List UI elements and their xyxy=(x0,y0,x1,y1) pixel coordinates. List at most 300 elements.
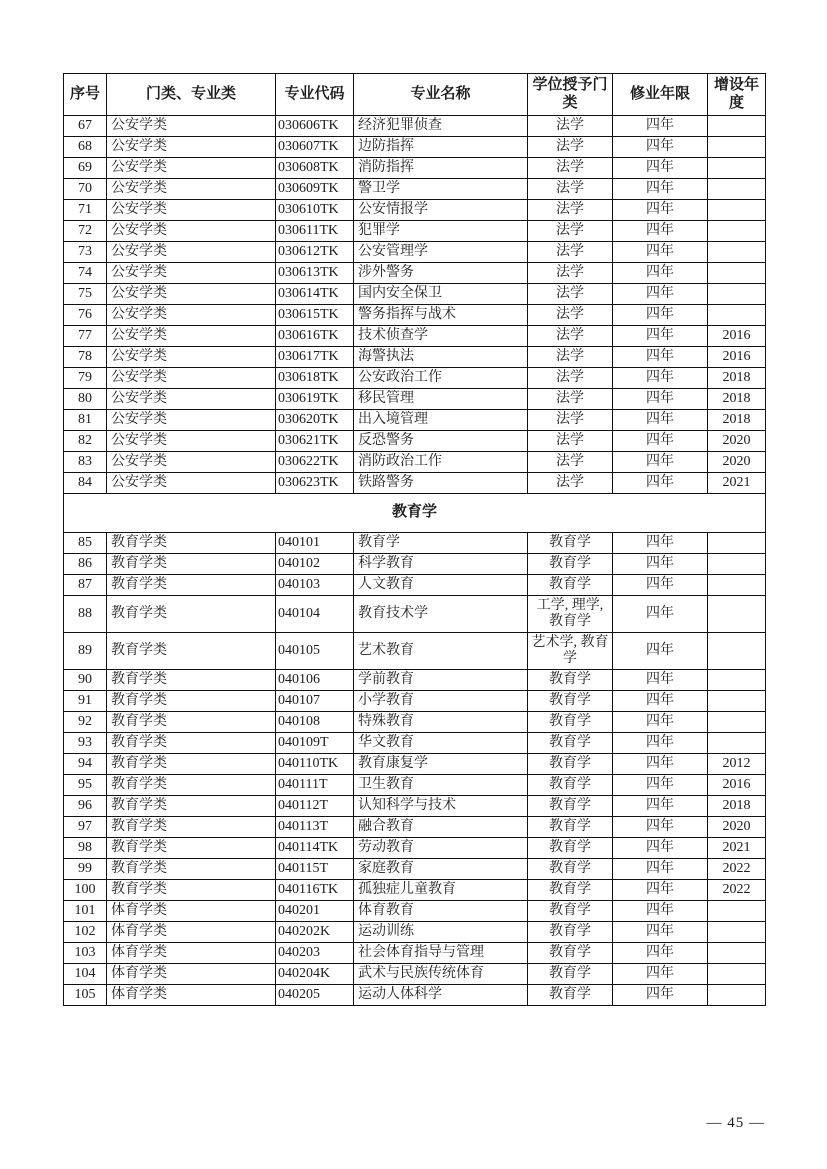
cell-category: 公安学类 xyxy=(107,221,276,242)
cell-degree: 教育学 xyxy=(528,670,613,691)
cell-added xyxy=(708,533,766,554)
cell-code: 030612TK xyxy=(276,242,354,263)
cell-degree: 法学 xyxy=(528,389,613,410)
cell-years: 四年 xyxy=(613,452,708,473)
page-number: — 45 — xyxy=(706,1115,765,1131)
cell-no: 69 xyxy=(64,158,107,179)
cell-category: 体育学类 xyxy=(107,901,276,922)
table-row xyxy=(64,533,766,554)
cell-degree: 法学 xyxy=(528,431,613,452)
cell-added xyxy=(708,596,766,633)
cell-category: 教育学类 xyxy=(107,817,276,838)
cell-code: 030613TK xyxy=(276,263,354,284)
column-header-added: 增设年度 xyxy=(708,74,766,116)
cell-code: 040202K xyxy=(276,922,354,943)
table-row xyxy=(64,775,766,796)
cell-added xyxy=(708,263,766,284)
cell-degree: 法学 xyxy=(528,368,613,389)
cell-category: 教育学类 xyxy=(107,596,276,633)
cell-name: 教育康复学 xyxy=(354,754,528,775)
cell-added: 2021 xyxy=(708,473,766,494)
table-row xyxy=(64,596,766,633)
cell-no: 101 xyxy=(64,901,107,922)
cell-name: 小学教育 xyxy=(354,691,528,712)
column-header-category: 门类、专业类 xyxy=(107,74,276,116)
cell-years: 四年 xyxy=(613,326,708,347)
table-row xyxy=(64,633,766,670)
cell-degree: 艺术学, 教育学 xyxy=(528,633,613,670)
column-header-no: 序号 xyxy=(64,74,107,116)
cell-name: 武术与民族传统体育 xyxy=(354,964,528,985)
cell-category: 体育学类 xyxy=(107,964,276,985)
cell-category: 教育学类 xyxy=(107,633,276,670)
cell-years: 四年 xyxy=(613,796,708,817)
cell-no: 90 xyxy=(64,670,107,691)
cell-added xyxy=(708,137,766,158)
cell-category: 教育学类 xyxy=(107,796,276,817)
cell-no: 67 xyxy=(64,116,107,137)
cell-code: 030609TK xyxy=(276,179,354,200)
cell-name: 运动训练 xyxy=(354,922,528,943)
cell-category: 公安学类 xyxy=(107,347,276,368)
cell-degree: 教育学 xyxy=(528,691,613,712)
cell-added xyxy=(708,922,766,943)
cell-category: 教育学类 xyxy=(107,712,276,733)
table-row xyxy=(64,712,766,733)
cell-degree: 法学 xyxy=(528,137,613,158)
cell-no: 68 xyxy=(64,137,107,158)
cell-degree: 法学 xyxy=(528,158,613,179)
cell-name: 家庭教育 xyxy=(354,859,528,880)
cell-no: 81 xyxy=(64,410,107,431)
cell-years: 四年 xyxy=(613,179,708,200)
cell-category: 公安学类 xyxy=(107,452,276,473)
cell-code: 040203 xyxy=(276,943,354,964)
cell-added xyxy=(708,964,766,985)
column-header-years: 修业年限 xyxy=(613,74,708,116)
cell-no: 92 xyxy=(64,712,107,733)
cell-years: 四年 xyxy=(613,473,708,494)
cell-category: 体育学类 xyxy=(107,943,276,964)
section-header-row xyxy=(64,494,766,533)
cell-code: 030608TK xyxy=(276,158,354,179)
cell-degree: 教育学 xyxy=(528,796,613,817)
cell-name: 认知科学与技术 xyxy=(354,796,528,817)
cell-added xyxy=(708,633,766,670)
cell-name: 体育教育 xyxy=(354,901,528,922)
table-row xyxy=(64,754,766,775)
cell-years: 四年 xyxy=(613,817,708,838)
cell-years: 四年 xyxy=(613,263,708,284)
cell-name: 经济犯罪侦查 xyxy=(354,116,528,137)
cell-name: 华文教育 xyxy=(354,733,528,754)
table-row xyxy=(64,901,766,922)
cell-years: 四年 xyxy=(613,901,708,922)
cell-added xyxy=(708,943,766,964)
cell-category: 体育学类 xyxy=(107,922,276,943)
cell-years: 四年 xyxy=(613,985,708,1006)
table-row xyxy=(64,200,766,221)
cell-years: 四年 xyxy=(613,575,708,596)
cell-name: 教育学 xyxy=(354,533,528,554)
cell-name: 移民管理 xyxy=(354,389,528,410)
cell-added: 2020 xyxy=(708,817,766,838)
cell-category: 公安学类 xyxy=(107,326,276,347)
table-row xyxy=(64,817,766,838)
cell-code: 040110TK xyxy=(276,754,354,775)
cell-no: 105 xyxy=(64,985,107,1006)
cell-code: 040107 xyxy=(276,691,354,712)
cell-code: 040101 xyxy=(276,533,354,554)
table-row xyxy=(64,116,766,137)
cell-code: 030621TK xyxy=(276,431,354,452)
header-row xyxy=(64,74,766,116)
cell-code: 040102 xyxy=(276,554,354,575)
table-row xyxy=(64,137,766,158)
table-row xyxy=(64,473,766,494)
table-row xyxy=(64,796,766,817)
cell-name: 教育技术学 xyxy=(354,596,528,633)
table-row xyxy=(64,985,766,1006)
cell-name: 公安政治工作 xyxy=(354,368,528,389)
cell-category: 公安学类 xyxy=(107,473,276,494)
cell-code: 030615TK xyxy=(276,305,354,326)
table-row xyxy=(64,691,766,712)
table-row xyxy=(64,389,766,410)
table-row xyxy=(64,158,766,179)
cell-added: 2016 xyxy=(708,326,766,347)
cell-category: 公安学类 xyxy=(107,200,276,221)
cell-added xyxy=(708,575,766,596)
cell-added: 2018 xyxy=(708,389,766,410)
cell-no: 91 xyxy=(64,691,107,712)
cell-degree: 法学 xyxy=(528,263,613,284)
cell-no: 104 xyxy=(64,964,107,985)
cell-added xyxy=(708,901,766,922)
cell-category: 公安学类 xyxy=(107,410,276,431)
cell-name: 公安管理学 xyxy=(354,242,528,263)
cell-added: 2012 xyxy=(708,754,766,775)
cell-added: 2016 xyxy=(708,347,766,368)
cell-years: 四年 xyxy=(613,116,708,137)
cell-name: 运动人体科学 xyxy=(354,985,528,1006)
cell-no: 80 xyxy=(64,389,107,410)
cell-years: 四年 xyxy=(613,242,708,263)
cell-years: 四年 xyxy=(613,284,708,305)
cell-years: 四年 xyxy=(613,368,708,389)
cell-no: 88 xyxy=(64,596,107,633)
cell-code: 040204K xyxy=(276,964,354,985)
table-row xyxy=(64,221,766,242)
cell-code: 030617TK xyxy=(276,347,354,368)
cell-category: 教育学类 xyxy=(107,859,276,880)
cell-no: 98 xyxy=(64,838,107,859)
cell-years: 四年 xyxy=(613,633,708,670)
cell-degree: 教育学 xyxy=(528,901,613,922)
cell-years: 四年 xyxy=(613,431,708,452)
cell-degree: 教育学 xyxy=(528,922,613,943)
cell-category: 教育学类 xyxy=(107,733,276,754)
table-row xyxy=(64,431,766,452)
cell-added: 2018 xyxy=(708,368,766,389)
cell-code: 030623TK xyxy=(276,473,354,494)
cell-name: 铁路警务 xyxy=(354,473,528,494)
cell-added xyxy=(708,284,766,305)
cell-no: 79 xyxy=(64,368,107,389)
cell-added xyxy=(708,733,766,754)
table-row xyxy=(64,880,766,901)
cell-years: 四年 xyxy=(613,200,708,221)
cell-degree: 法学 xyxy=(528,179,613,200)
cell-years: 四年 xyxy=(613,533,708,554)
table-row xyxy=(64,326,766,347)
table-row xyxy=(64,179,766,200)
cell-name: 人文教育 xyxy=(354,575,528,596)
table-row xyxy=(64,733,766,754)
cell-code: 040205 xyxy=(276,985,354,1006)
cell-category: 公安学类 xyxy=(107,389,276,410)
cell-degree: 法学 xyxy=(528,452,613,473)
table-row xyxy=(64,859,766,880)
table-row xyxy=(64,368,766,389)
cell-degree: 教育学 xyxy=(528,775,613,796)
cell-years: 四年 xyxy=(613,838,708,859)
cell-code: 040105 xyxy=(276,633,354,670)
cell-category: 公安学类 xyxy=(107,284,276,305)
cell-no: 78 xyxy=(64,347,107,368)
cell-degree: 法学 xyxy=(528,326,613,347)
cell-category: 教育学类 xyxy=(107,775,276,796)
cell-added: 2020 xyxy=(708,431,766,452)
cell-years: 四年 xyxy=(613,305,708,326)
cell-code: 030611TK xyxy=(276,221,354,242)
cell-years: 四年 xyxy=(613,596,708,633)
cell-name: 科学教育 xyxy=(354,554,528,575)
cell-code: 040114TK xyxy=(276,838,354,859)
cell-name: 融合教育 xyxy=(354,817,528,838)
cell-name: 边防指挥 xyxy=(354,137,528,158)
cell-code: 040108 xyxy=(276,712,354,733)
table-row xyxy=(64,943,766,964)
cell-name: 艺术教育 xyxy=(354,633,528,670)
cell-added: 2018 xyxy=(708,796,766,817)
cell-no: 76 xyxy=(64,305,107,326)
cell-years: 四年 xyxy=(613,712,708,733)
cell-category: 公安学类 xyxy=(107,305,276,326)
cell-degree: 教育学 xyxy=(528,859,613,880)
cell-degree: 教育学 xyxy=(528,554,613,575)
cell-name: 消防指挥 xyxy=(354,158,528,179)
cell-degree: 法学 xyxy=(528,242,613,263)
cell-code: 030614TK xyxy=(276,284,354,305)
cell-degree: 教育学 xyxy=(528,964,613,985)
cell-code: 040111T xyxy=(276,775,354,796)
cell-added: 2020 xyxy=(708,452,766,473)
cell-no: 99 xyxy=(64,859,107,880)
table-row xyxy=(64,554,766,575)
cell-category: 教育学类 xyxy=(107,575,276,596)
cell-name: 出入境管理 xyxy=(354,410,528,431)
cell-name: 警务指挥与战术 xyxy=(354,305,528,326)
cell-years: 四年 xyxy=(613,733,708,754)
cell-code: 040201 xyxy=(276,901,354,922)
cell-years: 四年 xyxy=(613,775,708,796)
cell-no: 95 xyxy=(64,775,107,796)
cell-code: 030619TK xyxy=(276,389,354,410)
cell-category: 公安学类 xyxy=(107,368,276,389)
cell-code: 030622TK xyxy=(276,452,354,473)
table-row xyxy=(64,263,766,284)
cell-degree: 教育学 xyxy=(528,880,613,901)
cell-no: 82 xyxy=(64,431,107,452)
cell-no: 71 xyxy=(64,200,107,221)
cell-degree: 教育学 xyxy=(528,533,613,554)
cell-years: 四年 xyxy=(613,158,708,179)
column-header-name: 专业名称 xyxy=(354,74,528,116)
cell-no: 74 xyxy=(64,263,107,284)
cell-category: 公安学类 xyxy=(107,431,276,452)
cell-name: 特殊教育 xyxy=(354,712,528,733)
cell-added xyxy=(708,670,766,691)
cell-degree: 法学 xyxy=(528,410,613,431)
cell-code: 030616TK xyxy=(276,326,354,347)
column-header-degree: 学位授予门类 xyxy=(528,74,613,116)
cell-code: 040109T xyxy=(276,733,354,754)
cell-no: 93 xyxy=(64,733,107,754)
cell-category: 教育学类 xyxy=(107,754,276,775)
cell-category: 教育学类 xyxy=(107,670,276,691)
cell-added: 2021 xyxy=(708,838,766,859)
cell-category: 教育学类 xyxy=(107,554,276,575)
cell-added: 2016 xyxy=(708,775,766,796)
cell-name: 劳动教育 xyxy=(354,838,528,859)
cell-name: 公安情报学 xyxy=(354,200,528,221)
cell-category: 公安学类 xyxy=(107,263,276,284)
cell-no: 89 xyxy=(64,633,107,670)
cell-added xyxy=(708,554,766,575)
cell-added: 2022 xyxy=(708,859,766,880)
cell-code: 030606TK xyxy=(276,116,354,137)
cell-name: 国内安全保卫 xyxy=(354,284,528,305)
cell-category: 公安学类 xyxy=(107,242,276,263)
cell-code: 030607TK xyxy=(276,137,354,158)
cell-name: 警卫学 xyxy=(354,179,528,200)
cell-no: 72 xyxy=(64,221,107,242)
cell-years: 四年 xyxy=(613,922,708,943)
cell-years: 四年 xyxy=(613,221,708,242)
cell-years: 四年 xyxy=(613,880,708,901)
cell-added xyxy=(708,305,766,326)
table-row xyxy=(64,964,766,985)
cell-added xyxy=(708,179,766,200)
cell-added: 2022 xyxy=(708,880,766,901)
cell-degree: 法学 xyxy=(528,305,613,326)
cell-years: 四年 xyxy=(613,347,708,368)
cell-years: 四年 xyxy=(613,389,708,410)
table-row xyxy=(64,284,766,305)
cell-added: 2018 xyxy=(708,410,766,431)
cell-code: 040116TK xyxy=(276,880,354,901)
cell-no: 87 xyxy=(64,575,107,596)
cell-no: 100 xyxy=(64,880,107,901)
table-row xyxy=(64,410,766,431)
cell-degree: 教育学 xyxy=(528,838,613,859)
cell-code: 040112T xyxy=(276,796,354,817)
cell-degree: 教育学 xyxy=(528,712,613,733)
cell-degree: 工学, 理学, 教育学 xyxy=(528,596,613,633)
section-header-label: 教育学 xyxy=(64,494,766,533)
cell-category: 公安学类 xyxy=(107,116,276,137)
cell-code: 040104 xyxy=(276,596,354,633)
cell-years: 四年 xyxy=(613,410,708,431)
cell-no: 94 xyxy=(64,754,107,775)
cell-name: 社会体育指导与管理 xyxy=(354,943,528,964)
cell-code: 040115T xyxy=(276,859,354,880)
cell-code: 040103 xyxy=(276,575,354,596)
cell-code: 040113T xyxy=(276,817,354,838)
cell-name: 学前教育 xyxy=(354,670,528,691)
cell-added xyxy=(708,985,766,1006)
cell-category: 教育学类 xyxy=(107,691,276,712)
cell-degree: 教育学 xyxy=(528,943,613,964)
cell-code: 030610TK xyxy=(276,200,354,221)
cell-degree: 法学 xyxy=(528,200,613,221)
table-row xyxy=(64,452,766,473)
cell-added xyxy=(708,116,766,137)
cell-no: 83 xyxy=(64,452,107,473)
table-row xyxy=(64,242,766,263)
cell-no: 77 xyxy=(64,326,107,347)
cell-degree: 教育学 xyxy=(528,733,613,754)
cell-added xyxy=(708,158,766,179)
cell-name: 卫生教育 xyxy=(354,775,528,796)
cell-name: 反恐警务 xyxy=(354,431,528,452)
table-row xyxy=(64,838,766,859)
cell-no: 75 xyxy=(64,284,107,305)
cell-years: 四年 xyxy=(613,859,708,880)
cell-name: 技术侦查学 xyxy=(354,326,528,347)
cell-degree: 法学 xyxy=(528,116,613,137)
cell-category: 公安学类 xyxy=(107,137,276,158)
table-row xyxy=(64,347,766,368)
cell-degree: 法学 xyxy=(528,347,613,368)
column-header-code: 专业代码 xyxy=(276,74,354,116)
cell-category: 公安学类 xyxy=(107,179,276,200)
cell-degree: 教育学 xyxy=(528,817,613,838)
cell-no: 73 xyxy=(64,242,107,263)
cell-no: 97 xyxy=(64,817,107,838)
cell-no: 84 xyxy=(64,473,107,494)
cell-added xyxy=(708,200,766,221)
cell-added xyxy=(708,691,766,712)
cell-years: 四年 xyxy=(613,964,708,985)
cell-added xyxy=(708,221,766,242)
cell-degree: 教育学 xyxy=(528,754,613,775)
cell-years: 四年 xyxy=(613,137,708,158)
cell-years: 四年 xyxy=(613,754,708,775)
table-row xyxy=(64,305,766,326)
cell-added xyxy=(708,242,766,263)
majors-table xyxy=(63,73,766,1006)
cell-no: 102 xyxy=(64,922,107,943)
cell-years: 四年 xyxy=(613,691,708,712)
cell-added xyxy=(708,712,766,733)
table-row xyxy=(64,575,766,596)
cell-code: 030618TK xyxy=(276,368,354,389)
cell-category: 教育学类 xyxy=(107,880,276,901)
cell-degree: 教育学 xyxy=(528,575,613,596)
cell-category: 体育学类 xyxy=(107,985,276,1006)
